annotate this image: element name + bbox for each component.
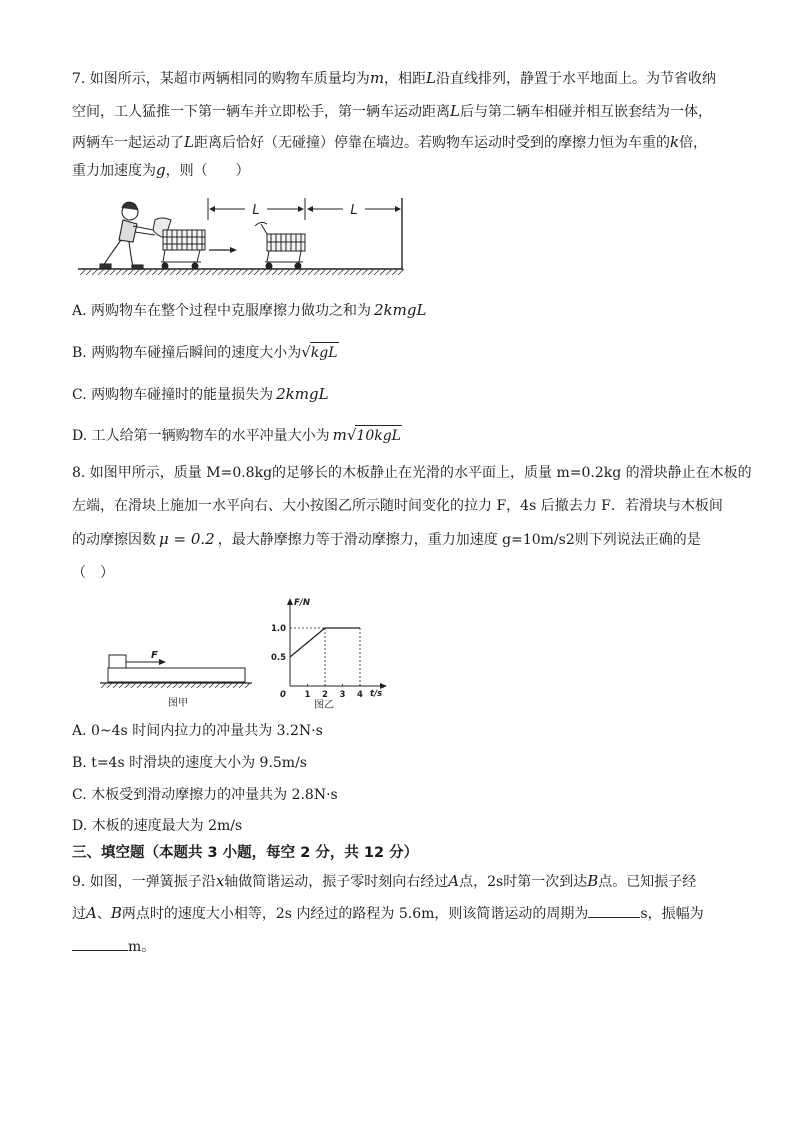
cart-1 [153,218,205,269]
option-formula: 2kmgL [276,385,329,403]
var-g: g [156,161,166,179]
q8-line-3 [72,529,701,550]
dim-label-1: L [252,203,260,218]
dim-label-2: L [350,203,358,218]
q7-text: ，则（ ） [165,163,250,179]
force-arrow [159,659,166,665]
option-formula: 10kgL [355,425,402,446]
option-text: D. 木板的速度最大为 2m/s [72,818,243,834]
q7-text: 两辆车一起运动了 [72,135,184,151]
q9-text: 轴做简谐运动，振子零时刻向右经过 [224,874,449,890]
ground-hatch [80,269,404,275]
answer-bracket: （ ） [72,565,114,581]
q8-figure-jia [98,642,260,712]
sqrt-expression: √kgL [301,343,338,361]
q9-text: 9. 如图，一弹簧振子沿 [72,874,216,890]
q8-line-1 [72,463,752,483]
q7-text: 重力加速度为 [72,163,156,179]
q7-shopping-cart-figure [75,190,410,280]
q8-line-2 [72,496,723,516]
q9-text: 点。已知振子经 [598,874,697,890]
friction-coefficient: μ = 0.2 [159,530,215,548]
q7-line-4 [72,160,250,181]
x-tick-label: 2 [322,690,328,700]
x-tick-label: 4 [357,690,363,700]
point-A: A [448,872,460,890]
q8-option-a[interactable] [72,721,323,741]
y-tick-label: 1.0 [270,624,286,634]
x-tick-label: 1 [304,690,311,700]
q7-text: 7. 如图所示，某超市两辆相同的购物车质量均为 [72,71,370,87]
option-text: C. 木板受到滑动摩擦力的冲量共为 2.8N·s [72,787,338,803]
q9-text: s，振幅为 [640,906,704,922]
y-axis-arrow [287,598,293,605]
option-text: A. 两购物车在整个过程中克服摩擦力做功之和为 [72,303,372,319]
q7-line-3 [72,132,707,153]
q8-option-d[interactable] [72,816,242,836]
q8-option-b[interactable] [72,753,307,773]
q7-text: 空间，工人猛推一下第一辆车并立即松手，第一辆车运动距离 [72,104,450,120]
q7-option-b[interactable] [72,342,339,363]
q7-option-d[interactable] [72,425,402,446]
q8-line-4 [72,563,114,583]
var-m: m [332,426,347,444]
q7-line-1 [72,68,716,89]
q9-line-2 [72,903,704,924]
q9-line-1 [72,871,696,892]
wooden-board [108,668,245,682]
q7-text: ，相距 [384,71,427,87]
section-heading: 三、填空题（本题共 3 小题，每空 2 分，共 12 分） [72,845,419,861]
q8-text: 8. 如图甲所示，质量 M=0.8kg的足够长的木板静止在光滑的水平面上，质量 m=0.2kg 的滑块静止在木板的 [72,465,752,481]
amplitude-answer-blank[interactable] [72,936,128,951]
x-axis-label: t/s [370,689,383,699]
option-formula: 2kmgL [374,301,427,319]
worker-figure [100,202,155,269]
point-B: B [110,904,122,922]
var-k: k [669,133,680,151]
q9-text: 两点时的速度大小相等，2s 内经过的路程为 5.6m，则该简谐运动的周期为 [121,906,589,922]
slider-block [109,655,126,668]
q7-text: 倍， [679,135,708,151]
option-text: B. 两购物车碰撞后瞬间的速度大小为 [72,345,302,361]
motion-arrow [230,247,237,253]
var-x: x [215,872,225,890]
option-text: C. 两购物车碰撞时的能量损失为 [72,387,274,403]
var-L: L [450,102,460,120]
period-answer-blank[interactable] [588,903,640,918]
y-tick-label: 0.5 [270,653,286,663]
option-text: D. 工人给第一辆购物车的水平冲量大小为 [72,428,330,444]
x-tick-label: 0 [280,690,286,700]
q9-text: m。 [128,939,156,955]
q9-text: 点，2s时第一次到达 [459,874,588,890]
var-L: L [426,69,437,87]
option-text: A. 0~4s 时间内拉力的冲量共为 3.2N·s [72,723,323,739]
ground-hatch [101,683,250,688]
q7-text: 距离后恰好（无碰撞）停靠在墙边。若购物车运动时受到的摩擦力恒为车重的 [193,135,670,151]
force-label: F [151,650,158,661]
q8-text: ，最大静摩擦力等于滑动摩擦力，重力加速度 g=10m/s2则下列说法正确的是 [217,532,701,548]
var-m: m [369,69,385,87]
cart-2 [255,222,305,269]
var-L: L [184,133,194,151]
q7-text: 后与第二辆车相碰并相互嵌套结为一体， [459,104,712,120]
q7-option-a[interactable] [72,300,426,321]
point-B: B [587,872,599,890]
figure-caption: 图乙 [314,700,334,711]
x-tick-label: 3 [339,690,346,700]
y-axis-label: F/N [294,598,311,608]
q9-text: 过 [72,906,86,922]
option-text: B. t=4s 时滑块的速度大小为 9.5m/s [72,755,307,771]
option-formula: kgL [310,342,339,363]
q7-text: 沿直线排列，静置于水平地面上。为节省收纳 [436,71,717,87]
sqrt-expression: √10kgL [346,426,401,444]
q8-text: 的动摩擦因数 [72,532,156,548]
q8-text: 左端，在滑块上施加一水平向右、大小按图乙所示随时间变化的拉力 F，4s 后撤去力 F．若滑块与木板间 [72,498,723,514]
q8-figure-yi-chart [268,592,394,714]
figure-caption: 图甲 [168,698,188,709]
q9-line-3 [72,936,155,957]
q9-text: 、 [96,906,111,922]
point-A: A [86,904,97,922]
q8-option-c[interactable] [72,785,338,805]
q7-option-c[interactable] [72,384,329,405]
q7-line-2 [72,101,712,122]
